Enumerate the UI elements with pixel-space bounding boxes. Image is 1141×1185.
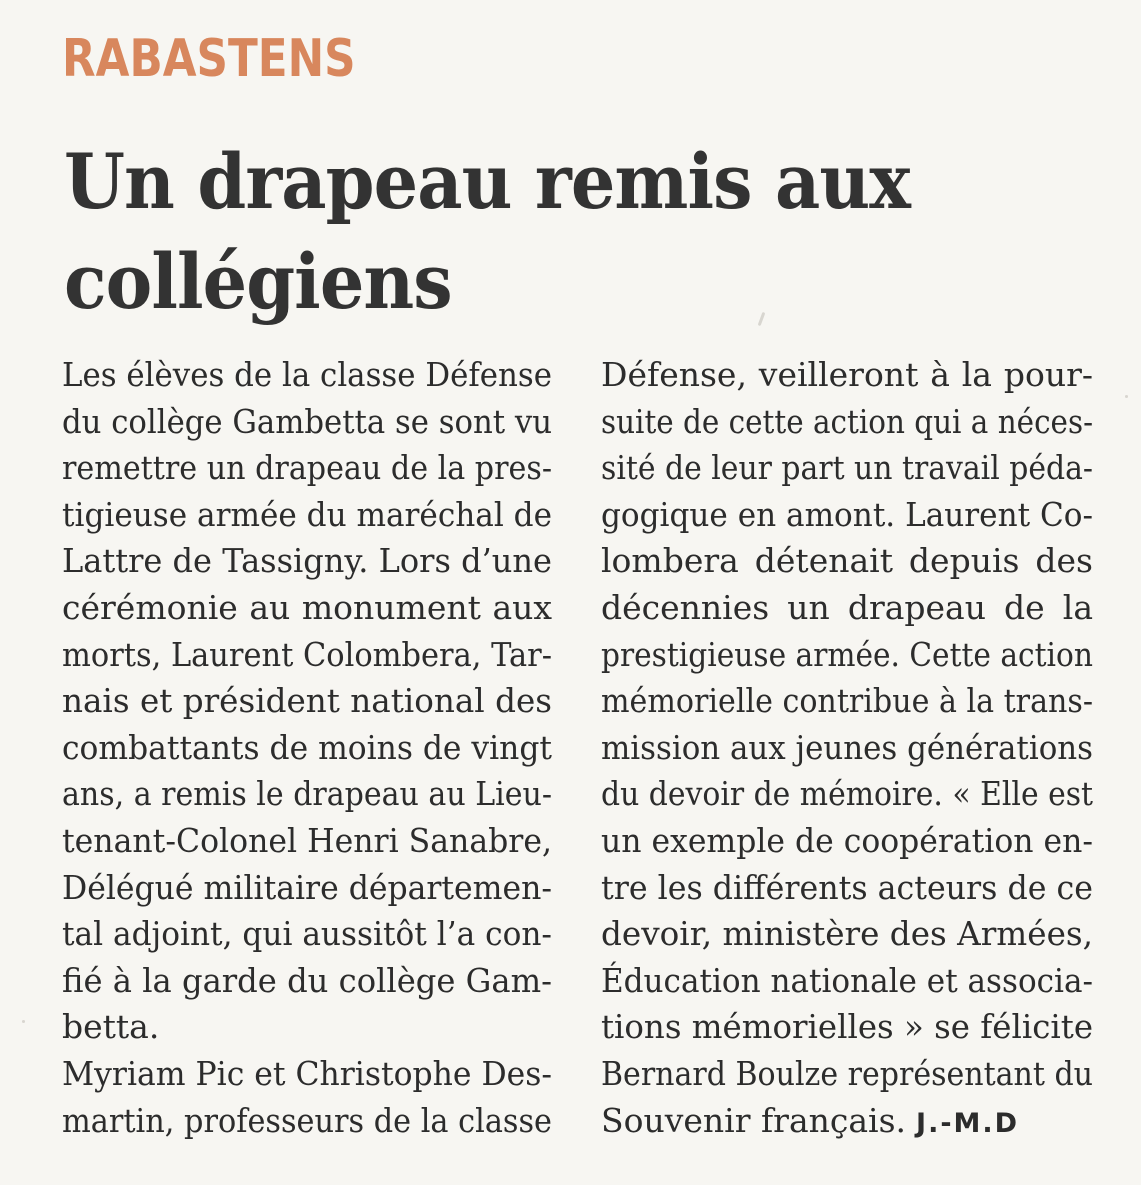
body-column-left bbox=[62, 352, 552, 1144]
body-line: betta. bbox=[62, 1007, 160, 1047]
body-line: tigieuse armée du maréchal de bbox=[62, 494, 552, 534]
paper-speck bbox=[22, 1020, 25, 1023]
body-line: sité de leur part un travail péda- bbox=[601, 448, 1094, 488]
body-line: lombera détenait depuis des bbox=[601, 541, 1093, 581]
body-line: Délégué militaire départemen- bbox=[62, 867, 553, 907]
body-line: martin, professeurs de la classe bbox=[62, 1100, 552, 1140]
body-line: du collège Gambetta se sont vu bbox=[62, 401, 553, 441]
body-line: Myriam Pic et Christophe Des- bbox=[62, 1053, 552, 1093]
body-line: Défense, veilleront à la pour- bbox=[601, 355, 1093, 394]
body-line: gogique en amont. Laurent Co- bbox=[601, 494, 1094, 534]
body-line-text: Souvenir français. bbox=[601, 1100, 907, 1140]
body-line: tenant-Colonel Henri Sanabre, bbox=[62, 820, 553, 860]
section-kicker: RABASTENS bbox=[62, 29, 356, 89]
author-byline: J.-M.D bbox=[916, 1107, 1020, 1139]
body-line: Bernard Boulze représentant du bbox=[601, 1053, 1094, 1093]
body-line: devoir, ministère des Armées, bbox=[601, 914, 1094, 954]
body-line: du devoir de mémoire. « Elle est bbox=[601, 774, 1094, 814]
body-line: prestigieuse armée. Cette action bbox=[601, 634, 1093, 674]
body-column-right bbox=[601, 352, 1093, 1147]
body-line: nais et président national des bbox=[62, 681, 552, 721]
article-headline bbox=[64, 132, 1104, 332]
body-line: décennies un drapeau de la bbox=[601, 587, 1093, 627]
body-line: Lattre de Tassigny. Lors d’une bbox=[62, 541, 553, 581]
headline-line: Un drapeau remis aux bbox=[64, 137, 911, 226]
body-line: remettre un drapeau de la pres- bbox=[62, 448, 553, 488]
body-line: mission aux jeunes générations bbox=[601, 727, 1094, 767]
body-line: combattants de moins de vingt bbox=[62, 727, 552, 767]
body-line: tal adjoint, qui aussitôt l’a con- bbox=[62, 914, 552, 954]
body-line: tre les différents acteurs de ce bbox=[601, 867, 1093, 907]
body-line: Éducation nationale et associa- bbox=[601, 960, 1093, 1000]
body-line-last bbox=[601, 1098, 1093, 1148]
body-line: Les élèves de la classe Défense bbox=[62, 355, 552, 394]
headline-line: collégiens bbox=[64, 237, 452, 326]
body-line: suite de cette action qui a néces- bbox=[601, 401, 1094, 441]
body-line: ans, a remis le drapeau au Lieu- bbox=[62, 774, 552, 814]
body-line: fié à la garde du collège Gam- bbox=[62, 960, 553, 1000]
paper-speck bbox=[1125, 395, 1128, 398]
body-line: tions mémorielles » se félicite bbox=[601, 1007, 1094, 1047]
body-line: un exemple de coopération en- bbox=[601, 820, 1094, 860]
body-line: cérémonie au monument aux bbox=[62, 587, 552, 627]
body-line: morts, Laurent Colombera, Tar- bbox=[62, 634, 553, 674]
body-line: mémorielle contribue à la trans- bbox=[601, 681, 1094, 721]
